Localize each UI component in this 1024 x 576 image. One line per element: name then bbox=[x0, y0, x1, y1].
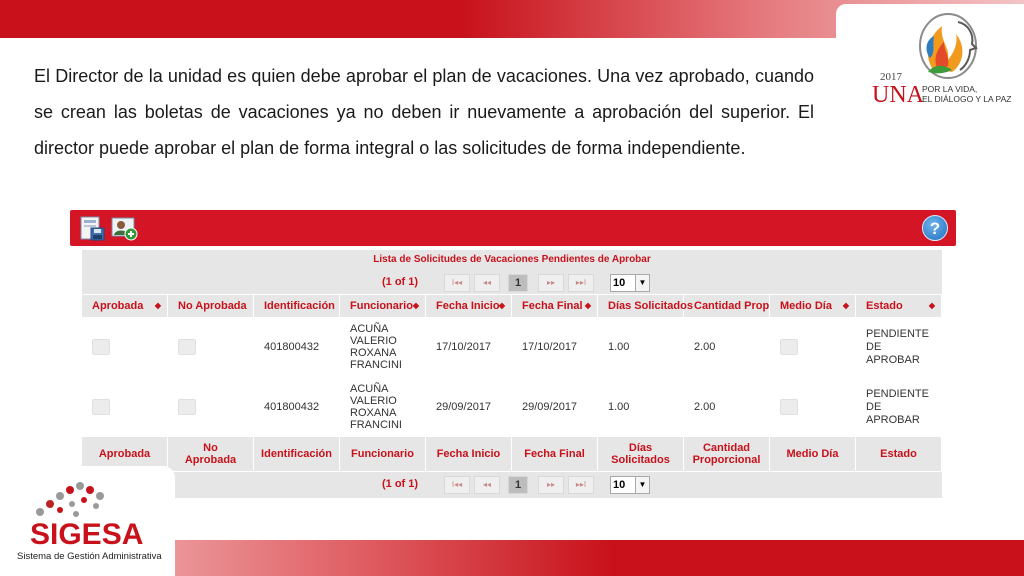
cell-fecha-final: 17/10/2017 bbox=[522, 341, 578, 353]
footer-fecha-inicio: Fecha Inicio bbox=[426, 437, 512, 471]
chevron-down-icon: ▼ bbox=[635, 275, 649, 291]
column-header-funcionario[interactable]: Funcionario ◆ bbox=[340, 295, 426, 317]
cell-funcionario: ACUÑA VALERIO ROXANA FRANCINI bbox=[350, 383, 402, 431]
prev-page-button[interactable]: ◂◂ bbox=[474, 274, 500, 292]
not-approved-checkbox[interactable] bbox=[178, 339, 196, 355]
sort-icon: ◆ bbox=[412, 301, 419, 310]
footer-no-aprobada: No Aprobada bbox=[168, 437, 254, 471]
sigesa-dots-icon bbox=[30, 476, 130, 520]
footer-estado: Estado bbox=[856, 437, 942, 471]
cell-fecha-inicio: 17/10/2017 bbox=[436, 341, 492, 353]
current-page-button[interactable]: 1 bbox=[508, 476, 528, 494]
footer-funcionario: Funcionario bbox=[340, 437, 426, 471]
column-header-estado[interactable]: Estado ◆ bbox=[856, 295, 942, 317]
page-info: (1 of 1) bbox=[382, 276, 419, 288]
footer-identificacion: Identificación bbox=[254, 437, 340, 471]
una-tagline-2: EL DIÁLOGO Y LA PAZ bbox=[922, 94, 1012, 104]
rows-per-page-select[interactable] bbox=[610, 476, 650, 494]
first-page-button[interactable]: I◂◂ bbox=[444, 274, 470, 292]
save-icon bbox=[78, 215, 106, 241]
cell-cantidad: 2.00 bbox=[694, 341, 716, 353]
column-header-medio-dia[interactable]: Medio Día ◆ bbox=[770, 295, 856, 317]
cell-cantidad: 2.00 bbox=[694, 401, 716, 413]
una-logo bbox=[870, 8, 1020, 108]
user-add-icon bbox=[110, 215, 138, 241]
rows-per-page-value: 10 bbox=[613, 479, 626, 491]
sort-icon: ◆ bbox=[498, 301, 505, 310]
table-footer bbox=[82, 437, 942, 471]
una-year: 2017 bbox=[880, 71, 902, 83]
column-header-dias-solicitados[interactable]: Días Solicitados bbox=[598, 295, 684, 317]
top-paginator bbox=[82, 270, 942, 294]
cell-estado: PENDIENTE DE APROBAR bbox=[866, 387, 929, 426]
current-page-button[interactable]: 1 bbox=[508, 274, 528, 292]
half-day-checkbox[interactable] bbox=[780, 339, 798, 355]
next-page-button[interactable]: ▸▸ bbox=[538, 274, 564, 292]
footer-medio-dia: Medio Día bbox=[770, 437, 856, 471]
sigesa-subtitle: Sistema de Gestión Administrativa bbox=[17, 551, 162, 562]
column-header-aprobada[interactable]: Aprobada ◆ bbox=[82, 295, 168, 317]
sort-icon: ◆ bbox=[928, 301, 935, 310]
prev-page-button[interactable]: ◂◂ bbox=[474, 476, 500, 494]
cell-identificacion: 401800432 bbox=[264, 341, 320, 353]
last-page-button[interactable]: ▸▸I bbox=[568, 476, 594, 494]
table-header bbox=[82, 294, 942, 317]
column-header-cantidad-prop[interactable]: Cantidad Prop bbox=[684, 295, 770, 317]
add-approver-button[interactable] bbox=[110, 215, 138, 241]
last-page-button[interactable]: ▸▸I bbox=[568, 274, 594, 292]
not-approved-checkbox[interactable] bbox=[178, 399, 196, 415]
footer-fecha-final: Fecha Final bbox=[512, 437, 598, 471]
save-button[interactable] bbox=[78, 215, 106, 241]
una-name: UNA bbox=[872, 82, 924, 108]
help-button[interactable]: ? bbox=[922, 215, 948, 241]
vacation-approval-panel bbox=[70, 210, 956, 500]
cell-funcionario: ACUÑA VALERIO ROXANA FRANCINI bbox=[350, 323, 402, 371]
cell-fecha-inicio: 29/09/2017 bbox=[436, 401, 492, 413]
column-header-fecha-inicio[interactable]: Fecha Inicio ◆ bbox=[426, 295, 512, 317]
column-header-fecha-final[interactable]: Fecha Final ◆ bbox=[512, 295, 598, 317]
half-day-checkbox[interactable] bbox=[780, 399, 798, 415]
bottom-paginator bbox=[82, 471, 942, 498]
approved-checkbox[interactable] bbox=[92, 399, 110, 415]
cell-fecha-final: 29/09/2017 bbox=[522, 401, 578, 413]
sigesa-logo-text: SIGESA bbox=[30, 518, 144, 551]
table-row bbox=[82, 377, 942, 437]
sort-icon: ◆ bbox=[842, 301, 849, 310]
footer-aprobada: Aprobada bbox=[82, 437, 168, 471]
footer-cantidad-proporcional: Cantidad Proporcional bbox=[684, 437, 770, 471]
approved-checkbox[interactable] bbox=[92, 339, 110, 355]
rows-per-page-select[interactable] bbox=[610, 274, 650, 292]
requests-table bbox=[82, 250, 942, 498]
footer-dias-solicitados: Días Solicitados bbox=[598, 437, 684, 471]
table-row bbox=[82, 317, 942, 377]
sort-icon: ◆ bbox=[154, 301, 161, 310]
cell-dias: 1.00 bbox=[608, 341, 630, 353]
first-page-button[interactable]: I◂◂ bbox=[444, 476, 470, 494]
next-page-button[interactable]: ▸▸ bbox=[538, 476, 564, 494]
table-caption: Lista de Solicitudes de Vacaciones Pendientes de Aprobar bbox=[82, 250, 942, 270]
cell-dias: 1.00 bbox=[608, 401, 630, 413]
toolbar bbox=[70, 210, 956, 246]
column-header-identificacion[interactable]: Identificación bbox=[254, 295, 340, 317]
cell-estado: PENDIENTE DE APROBAR bbox=[866, 327, 929, 366]
column-header-no-aprobada[interactable]: No Aprobada bbox=[168, 295, 254, 317]
page-info: (1 of 1) bbox=[382, 478, 419, 490]
una-tagline-1: POR LA VIDA, bbox=[922, 84, 978, 94]
rows-per-page-value: 10 bbox=[613, 277, 626, 289]
chevron-down-icon: ▼ bbox=[635, 477, 649, 493]
cell-identificacion: 401800432 bbox=[264, 401, 320, 413]
intro-paragraph: El Director de la unidad es quien debe aprobar el plan de vacaciones. Una vez aprobado, cuando se crean las boletas de vacaciones ya no deben ir nuevamente a aprobación del superior. El director puede aprobar el plan de forma integral o las solicitudes de forma independiente. bbox=[34, 66, 814, 158]
sort-icon: ◆ bbox=[584, 301, 591, 310]
